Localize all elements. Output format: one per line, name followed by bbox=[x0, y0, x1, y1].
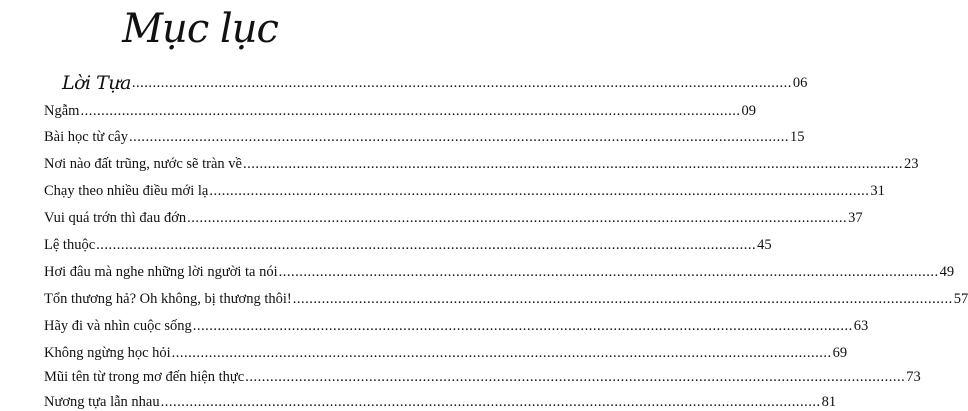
toc-entry bbox=[44, 259, 955, 281]
toc-leader-dots: ................................................................................................................................................................ bbox=[278, 264, 939, 280]
toc-entry-page: 73 bbox=[906, 369, 921, 385]
toc-entry bbox=[44, 364, 921, 386]
toc-entry bbox=[44, 124, 805, 146]
toc-entry bbox=[44, 98, 756, 120]
toc-entry-page: 31 bbox=[870, 183, 885, 199]
toc-entry-label: Hơi đâu mà nghe những lời người ta nói bbox=[44, 264, 278, 280]
toc-leader-dots: ................................................................................................................................................................ bbox=[96, 237, 757, 253]
toc-leader-dots: ................................................................................................................................................................ bbox=[171, 345, 832, 361]
toc-entry-label: Ngẫm bbox=[44, 103, 80, 119]
toc-leader-dots: ................................................................................................................................................................ bbox=[192, 318, 853, 334]
toc-leader-dots: ................................................................................................................................................................ bbox=[209, 183, 870, 199]
toc-entry-page: 49 bbox=[939, 264, 955, 280]
toc-entry bbox=[44, 313, 869, 335]
toc-leader-dots: ................................................................................................................................................................ bbox=[128, 129, 789, 145]
toc-entry bbox=[44, 205, 863, 227]
toc-entry-label: Tổn thương hả? Oh không, bị thương thôi! bbox=[44, 291, 292, 307]
toc-entry-page: 57 bbox=[953, 291, 968, 307]
toc-entry-page: 81 bbox=[821, 394, 837, 410]
toc-entry-label: Nương tựa lẫn nhau bbox=[44, 394, 160, 410]
toc-entry bbox=[44, 70, 808, 94]
toc-entry-label: Không ngừng học hỏi bbox=[44, 345, 171, 361]
toc-entry-page: 69 bbox=[832, 345, 848, 361]
toc-entry-page: 37 bbox=[848, 210, 863, 226]
toc-entry-label: Hãy đi và nhìn cuộc sống bbox=[44, 318, 192, 334]
toc-entry-page: 63 bbox=[853, 318, 869, 334]
toc-entry-label: Mũi tên từ trong mơ đến hiện thực bbox=[44, 369, 245, 385]
toc-entry-label: Nơi nào đất trũng, nước sẽ tràn về bbox=[44, 156, 242, 172]
toc-entry bbox=[44, 286, 968, 308]
toc-entry-label: Lời Tựa bbox=[62, 72, 131, 94]
toc-entry-label: Bài học từ cây bbox=[44, 129, 128, 145]
toc-entry-page: 06 bbox=[792, 75, 808, 91]
toc-entry-page: 23 bbox=[903, 156, 919, 172]
toc-entry bbox=[44, 178, 885, 200]
toc-entry-page: 15 bbox=[789, 129, 805, 145]
toc-entry bbox=[44, 340, 848, 362]
toc-entry bbox=[44, 151, 919, 173]
toc-entry-label: Lệ thuộc bbox=[44, 237, 96, 253]
toc-leader-dots: ................................................................................................................................................................ bbox=[242, 156, 903, 172]
toc-entry bbox=[44, 232, 772, 254]
toc-entry-page: 45 bbox=[757, 237, 772, 253]
toc-entry-page: 09 bbox=[741, 103, 756, 119]
toc-entry-label: Chạy theo nhiều điều mới lạ bbox=[44, 183, 209, 199]
toc-entry bbox=[44, 389, 837, 411]
toc-leader-dots: ................................................................................................................................................................ bbox=[187, 210, 848, 226]
toc-entry-label: Vui quá trớn thì đau đớn bbox=[44, 210, 187, 226]
toc-leader-dots: ................................................................................................................................................................ bbox=[245, 369, 906, 385]
toc-leader-dots: ................................................................................................................................................................ bbox=[131, 75, 792, 91]
page-title: Mục lục bbox=[122, 6, 278, 52]
toc-leader-dots: ................................................................................................................................................................ bbox=[292, 291, 953, 307]
toc-leader-dots: ................................................................................................................................................................ bbox=[160, 394, 821, 410]
toc-leader-dots: ................................................................................................................................................................ bbox=[80, 103, 741, 119]
